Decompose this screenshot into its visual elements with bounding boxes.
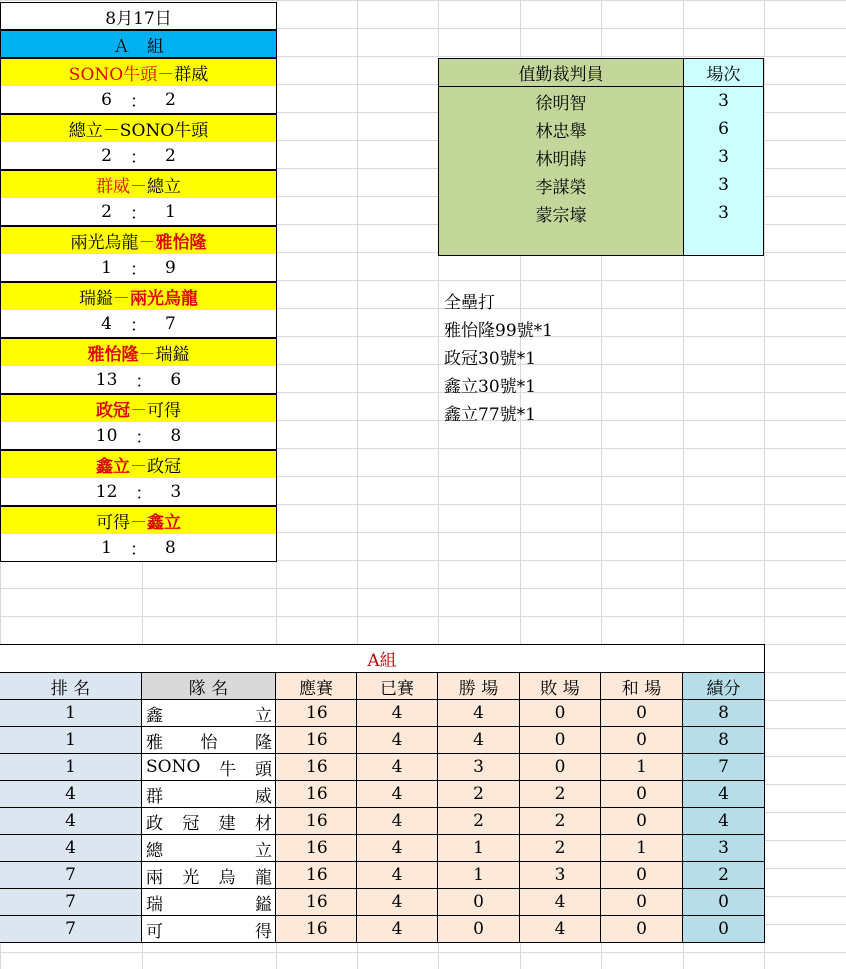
team-name-cell: [142, 808, 276, 835]
match-score-row: [0, 366, 277, 394]
homerun-title: 全壘打: [444, 293, 495, 313]
score-colon: ：: [130, 540, 147, 560]
referee-name: 林忠舉: [438, 115, 684, 144]
away-team: 鑫立: [147, 513, 181, 533]
referee-header-name: 值勤裁判員: [438, 58, 684, 87]
header-team: 隊 名: [142, 672, 276, 700]
draws-cell: 1: [601, 754, 683, 781]
team-name-char: 群: [146, 786, 163, 807]
team-name-char: 政: [146, 813, 163, 834]
wins-cell: 1: [438, 835, 520, 862]
away-score: 7: [165, 313, 176, 334]
rank-cell: 7: [0, 862, 142, 889]
team-name-char: 立: [255, 840, 272, 861]
team-name-char: 威: [255, 786, 272, 807]
home-team: 鑫立: [96, 457, 130, 477]
should-play-cell: 16: [276, 835, 357, 862]
should-play-cell: 16: [276, 727, 357, 754]
home-score: 4: [101, 313, 112, 334]
match-teams-row: [0, 114, 277, 143]
wins-cell: 4: [438, 700, 520, 727]
team-name-char: 材: [254, 813, 272, 834]
home-team: 兩光烏龍: [70, 233, 139, 253]
away-score: 2: [165, 89, 176, 110]
points-cell: 3: [683, 835, 765, 862]
team-name-cell: [142, 889, 276, 916]
team-name-char: 雅: [146, 732, 163, 753]
played-cell: 4: [357, 754, 438, 781]
draws-cell: 0: [601, 862, 683, 889]
homerun-item: 鑫立77號*1: [444, 405, 536, 425]
rank-cell: 4: [0, 835, 142, 862]
away-score: 3: [170, 481, 182, 502]
match-score-row: [0, 534, 277, 562]
referee-name: [438, 227, 684, 256]
draws-cell: 0: [601, 727, 683, 754]
team-name-char: 兩: [146, 867, 163, 888]
referee-header-count: 場次: [683, 58, 764, 87]
away-team: 政冠: [147, 457, 181, 477]
team-name-char: SONO: [146, 757, 201, 777]
team-name-char: 冠: [182, 813, 200, 834]
played-cell: 4: [357, 700, 438, 727]
draws-cell: 0: [601, 781, 683, 808]
match-teams-row: [0, 282, 277, 311]
match-dash: －: [130, 457, 147, 477]
team-name-char: 得: [255, 921, 272, 942]
team-name-char: 鑫: [146, 705, 163, 726]
points-cell: 0: [683, 889, 765, 916]
should-play-cell: 16: [276, 700, 357, 727]
played-cell: 4: [357, 835, 438, 862]
losses-cell: 4: [520, 916, 601, 943]
losses-cell: 4: [520, 889, 601, 916]
referee-count: 3: [683, 87, 764, 116]
points-cell: 8: [683, 727, 765, 754]
team-name-char: 龍: [254, 867, 272, 888]
referee-count: [683, 227, 764, 256]
match-teams-row: [0, 450, 277, 479]
losses-cell: 3: [520, 862, 601, 889]
losses-cell: 2: [520, 835, 601, 862]
wins-cell: 1: [438, 862, 520, 889]
match-dash: －: [157, 65, 175, 85]
away-team: 兩光烏龍: [130, 289, 198, 309]
rank-cell: 7: [0, 916, 142, 943]
team-name-cell: [142, 754, 276, 781]
wins-cell: 2: [438, 808, 520, 835]
wins-cell: 0: [438, 916, 520, 943]
score-colon: ：: [130, 260, 147, 280]
away-team: 可得: [147, 401, 181, 421]
match-score-row: [0, 310, 277, 338]
match-teams-row: [0, 338, 277, 367]
team-name-char: 隆: [255, 732, 272, 753]
score-colon: ：: [135, 484, 153, 504]
home-score: 2: [101, 145, 112, 166]
rank-cell: 4: [0, 808, 142, 835]
should-play-cell: 16: [276, 916, 357, 943]
should-play-cell: 16: [276, 808, 357, 835]
group-header: Ａ 組: [0, 30, 277, 58]
points-cell: 7: [683, 754, 765, 781]
team-name-char: 可: [146, 921, 163, 942]
match-score-row: [0, 254, 277, 282]
match-score-row: [0, 142, 277, 170]
away-score: 9: [165, 257, 176, 278]
team-name-char: 立: [255, 705, 272, 726]
home-score: 2: [101, 201, 112, 222]
home-score: 12: [95, 481, 118, 502]
played-cell: 4: [357, 727, 438, 754]
homerun-item: 雅怡隆99號*1: [444, 321, 553, 341]
home-team: SONO牛頭: [68, 65, 158, 85]
team-name-char: 鎰: [255, 894, 272, 915]
wins-cell: 2: [438, 781, 520, 808]
rank-cell: 7: [0, 889, 142, 916]
home-team: 群威: [96, 177, 130, 197]
header-wins: 勝 場: [438, 672, 520, 700]
home-score: 10: [95, 425, 118, 446]
away-team: 雅怡隆: [155, 233, 207, 253]
team-name-cell: [142, 862, 276, 889]
referee-count: 3: [683, 171, 764, 200]
match-score-row: [0, 422, 277, 450]
wins-cell: 0: [438, 889, 520, 916]
home-team: 總立: [68, 121, 103, 141]
match-dash: －: [130, 401, 147, 421]
match-teams-row: [0, 506, 277, 535]
losses-cell: 2: [520, 808, 601, 835]
away-team: 瑞鎰: [155, 345, 190, 365]
losses-cell: 2: [520, 781, 601, 808]
should-play-cell: 16: [276, 862, 357, 889]
home-score: 6: [101, 89, 112, 110]
header-played: 已賽: [357, 672, 438, 700]
home-team: 可得: [96, 513, 130, 533]
home-score: 1: [101, 257, 112, 278]
away-score: 8: [170, 425, 182, 446]
wins-cell: 4: [438, 727, 520, 754]
wins-cell: 3: [438, 754, 520, 781]
team-name-char: 怡: [200, 732, 218, 753]
score-colon: ：: [135, 428, 153, 448]
draws-cell: 1: [601, 835, 683, 862]
away-score: 6: [170, 369, 182, 390]
draws-cell: 0: [601, 808, 683, 835]
match-teams-row: [0, 394, 277, 423]
score-colon: ：: [135, 372, 153, 392]
match-dash: －: [130, 513, 147, 533]
header-points: 績分: [683, 672, 765, 700]
played-cell: 4: [357, 781, 438, 808]
team-name-char: 建: [218, 813, 236, 834]
points-cell: 4: [683, 781, 765, 808]
home-team: 瑞鎰: [79, 289, 113, 309]
match-score-row: [0, 198, 277, 226]
home-team: 雅怡隆: [87, 345, 139, 365]
away-team: SONO牛頭: [119, 121, 209, 141]
match-dash: －: [113, 289, 130, 309]
match-teams-row: [0, 58, 277, 87]
team-name-char: 烏: [218, 867, 236, 888]
referee-count: 3: [683, 143, 764, 172]
team-name-cell: [142, 700, 276, 727]
referee-name: 蒙宗壕: [438, 199, 684, 228]
match-dash: －: [130, 177, 147, 197]
score-colon: ：: [130, 92, 147, 112]
draws-cell: 0: [601, 700, 683, 727]
team-name-cell: [142, 727, 276, 754]
team-name-char: 瑞: [146, 894, 163, 915]
header-should-play: 應賽: [276, 672, 357, 700]
score-colon: ：: [130, 148, 147, 168]
draws-cell: 0: [601, 889, 683, 916]
match-dash: －: [138, 345, 156, 365]
score-colon: ：: [130, 204, 147, 224]
match-score-row: [0, 86, 277, 114]
home-score: 13: [95, 369, 118, 390]
score-colon: ：: [130, 316, 147, 336]
rank-cell: 1: [0, 700, 142, 727]
played-cell: 4: [357, 862, 438, 889]
played-cell: 4: [357, 916, 438, 943]
away-team: 總立: [147, 177, 181, 197]
header-rank: 排 名: [0, 672, 142, 700]
date-cell: 8月17日: [0, 2, 277, 30]
should-play-cell: 16: [276, 889, 357, 916]
rank-cell: 1: [0, 727, 142, 754]
away-score: 2: [165, 145, 176, 166]
rank-cell: 4: [0, 781, 142, 808]
referee-count: 6: [683, 115, 764, 144]
draws-cell: 0: [601, 916, 683, 943]
points-cell: 2: [683, 862, 765, 889]
match-teams-row: [0, 170, 277, 199]
homerun-item: 政冠30號*1: [444, 349, 536, 369]
homerun-item: 鑫立30號*1: [444, 377, 536, 397]
standings-title: A組: [0, 644, 765, 672]
team-name-char: 總: [146, 840, 163, 861]
referee-count: 3: [683, 199, 764, 228]
team-name-cell: [142, 781, 276, 808]
should-play-cell: 16: [276, 781, 357, 808]
team-name-char: 頭: [255, 759, 272, 780]
home-team: 政冠: [96, 401, 130, 421]
away-score: 8: [165, 537, 176, 558]
team-name-cell: [142, 916, 276, 943]
header-losses: 敗 場: [520, 672, 601, 700]
match-dash: －: [138, 233, 156, 253]
losses-cell: 0: [520, 727, 601, 754]
should-play-cell: 16: [276, 754, 357, 781]
away-team: 群威: [174, 65, 209, 85]
match-score-row: [0, 478, 277, 506]
losses-cell: 0: [520, 754, 601, 781]
losses-cell: 0: [520, 700, 601, 727]
rank-cell: 1: [0, 754, 142, 781]
away-score: 1: [165, 201, 176, 222]
played-cell: 4: [357, 808, 438, 835]
match-teams-row: [0, 226, 277, 255]
referee-name: 徐明智: [438, 87, 684, 116]
points-cell: 0: [683, 916, 765, 943]
home-score: 1: [101, 537, 112, 558]
team-name-char: 牛: [219, 759, 237, 780]
header-draws: 和 場: [601, 672, 683, 700]
team-name-cell: [142, 835, 276, 862]
points-cell: 8: [683, 700, 765, 727]
match-dash: －: [102, 121, 120, 141]
points-cell: 4: [683, 808, 765, 835]
referee-name: 李謀榮: [438, 171, 684, 200]
team-name-char: 光: [182, 867, 200, 888]
referee-name: 林明蒔: [438, 143, 684, 172]
played-cell: 4: [357, 889, 438, 916]
